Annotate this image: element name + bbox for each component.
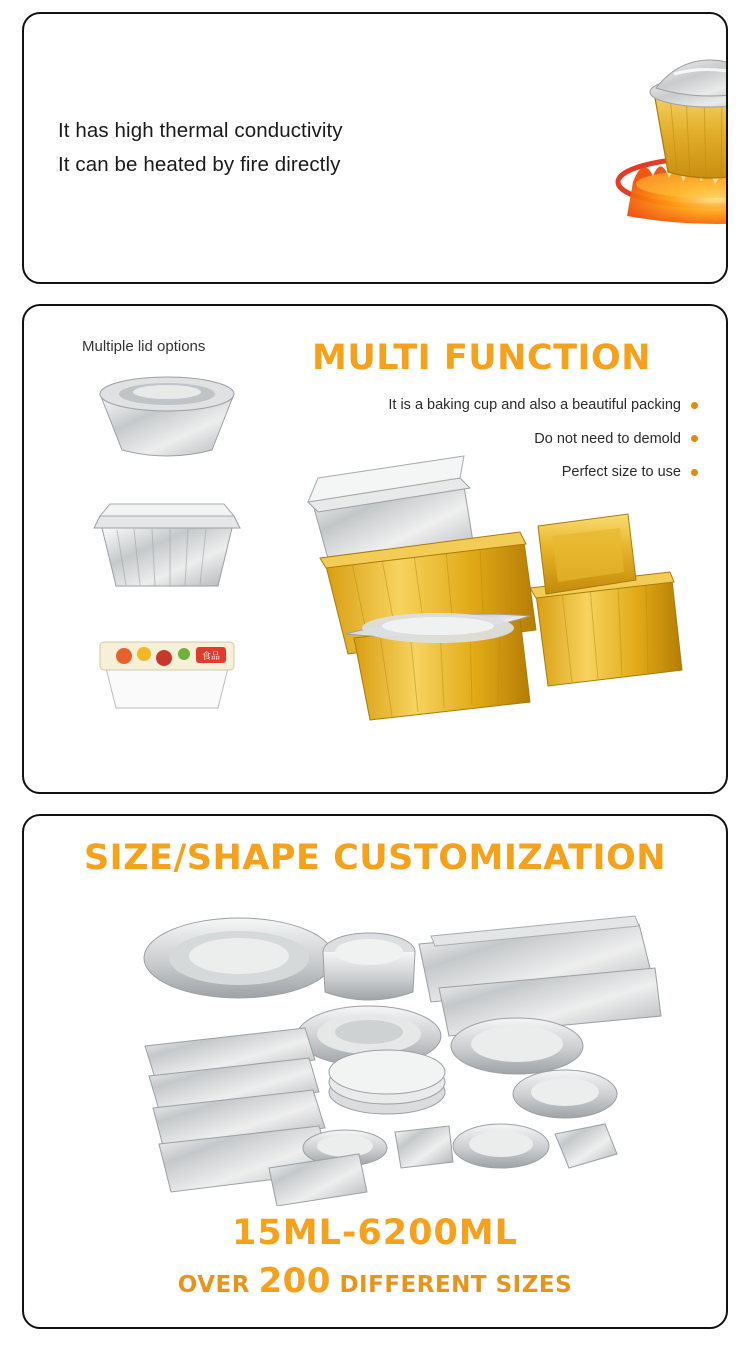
bullet-dot-icon <box>691 402 698 409</box>
lid-options-label: Multiple lid options <box>82 338 206 355</box>
rect-foil-tray-thumb <box>94 504 240 586</box>
multi-function-title: MULTI FUNCTION <box>312 338 652 378</box>
printed-lid-tray-thumb <box>100 642 234 708</box>
size-customization-title: SIZE/SHAPE CUSTOMIZATION <box>83 838 667 878</box>
bullet-item <box>388 398 698 413</box>
multi-function-product-image <box>274 416 714 746</box>
round-foil-bowl-thumb <box>100 377 234 456</box>
size-count-prefix: OVER <box>177 1272 250 1298</box>
lid-thumbnails <box>72 372 262 732</box>
size-customization-panel <box>22 814 728 1329</box>
bullet-text: It is a baking cup and also a beautiful packing <box>388 397 681 413</box>
bullet-text: Do not need to demold <box>534 430 681 447</box>
thermal-conductivity-panel <box>22 12 728 284</box>
size-count-suffix: DIFFERENT SIZES <box>339 1272 573 1298</box>
svg-text:食品: 食品 <box>201 652 221 662</box>
thermal-text-block <box>24 114 458 182</box>
thermal-line-2: It can be heated by fire directly <box>58 153 341 176</box>
thermal-illustration <box>458 14 726 282</box>
size-customization-product-image <box>119 896 679 1206</box>
size-range-text: 15ML-6200ML <box>232 1213 518 1253</box>
bullet-text: Perfect size to use <box>561 464 681 480</box>
multi-function-panel <box>22 304 728 794</box>
thermal-line-1: It has high thermal conductivity <box>58 119 343 143</box>
size-count-text <box>24 1261 726 1301</box>
size-count-number: 200 <box>258 1261 331 1301</box>
